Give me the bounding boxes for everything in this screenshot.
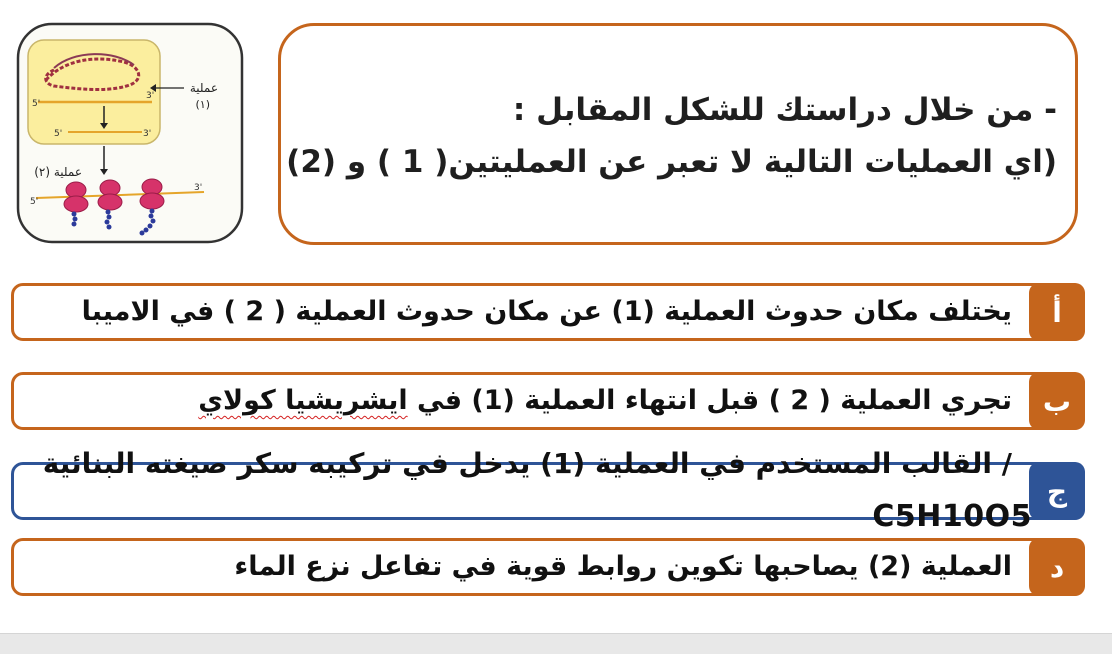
option-b-organism: ايشريشيا كولاي bbox=[198, 385, 408, 416]
svg-text:5': 5' bbox=[32, 99, 41, 109]
option-d[interactable] bbox=[11, 538, 1085, 596]
option-a-letter: أ bbox=[1029, 283, 1085, 341]
option-c-text: / القالب المستخدم في العملية (1) يدخل في تركيبه سكر صيغته البنائية bbox=[42, 447, 1012, 480]
transcription-translation-diagram bbox=[14, 20, 246, 248]
option-b-letter: ب bbox=[1029, 372, 1085, 430]
option-d-text: العملية (2) يصاحبها تكوين روابط قوية في تفاعل نزع الماء bbox=[234, 551, 1012, 582]
svg-text:3': 3' bbox=[143, 129, 152, 139]
svg-text:3': 3' bbox=[194, 183, 203, 193]
bottom-bar bbox=[0, 633, 1112, 654]
option-d-letter: د bbox=[1029, 538, 1085, 596]
svg-text:3': 3' bbox=[146, 91, 155, 101]
svg-text:عملية (٢): عملية (٢) bbox=[34, 165, 82, 179]
question-text: (اي العمليات التالية لا تعبر عن العمليتين( 1 ) و (2) bbox=[286, 144, 1057, 180]
svg-text:عملية: عملية bbox=[189, 81, 218, 95]
svg-text:(١): (١) bbox=[195, 98, 210, 111]
option-c-letter: ج bbox=[1029, 462, 1085, 520]
svg-text:5': 5' bbox=[30, 197, 39, 207]
svg-text:5': 5' bbox=[54, 129, 63, 139]
question-intro: - من خلال دراستك للشكل المقابل : bbox=[512, 92, 1057, 128]
option-a[interactable] bbox=[11, 283, 1085, 341]
question-box bbox=[278, 23, 1078, 245]
option-b-text bbox=[198, 385, 1012, 416]
option-b-text-main: تجري العملية ( 2 ) قبل انتهاء العملية (1) في bbox=[407, 385, 1012, 416]
option-b[interactable] bbox=[11, 372, 1085, 430]
option-c-formula: C5H10O5 bbox=[872, 499, 1032, 534]
option-c[interactable] bbox=[11, 447, 1085, 534]
option-a-text: يختلف مكان حدوث العملية (1) عن مكان حدوث العملية ( 2 ) في الاميبا bbox=[81, 296, 1012, 327]
